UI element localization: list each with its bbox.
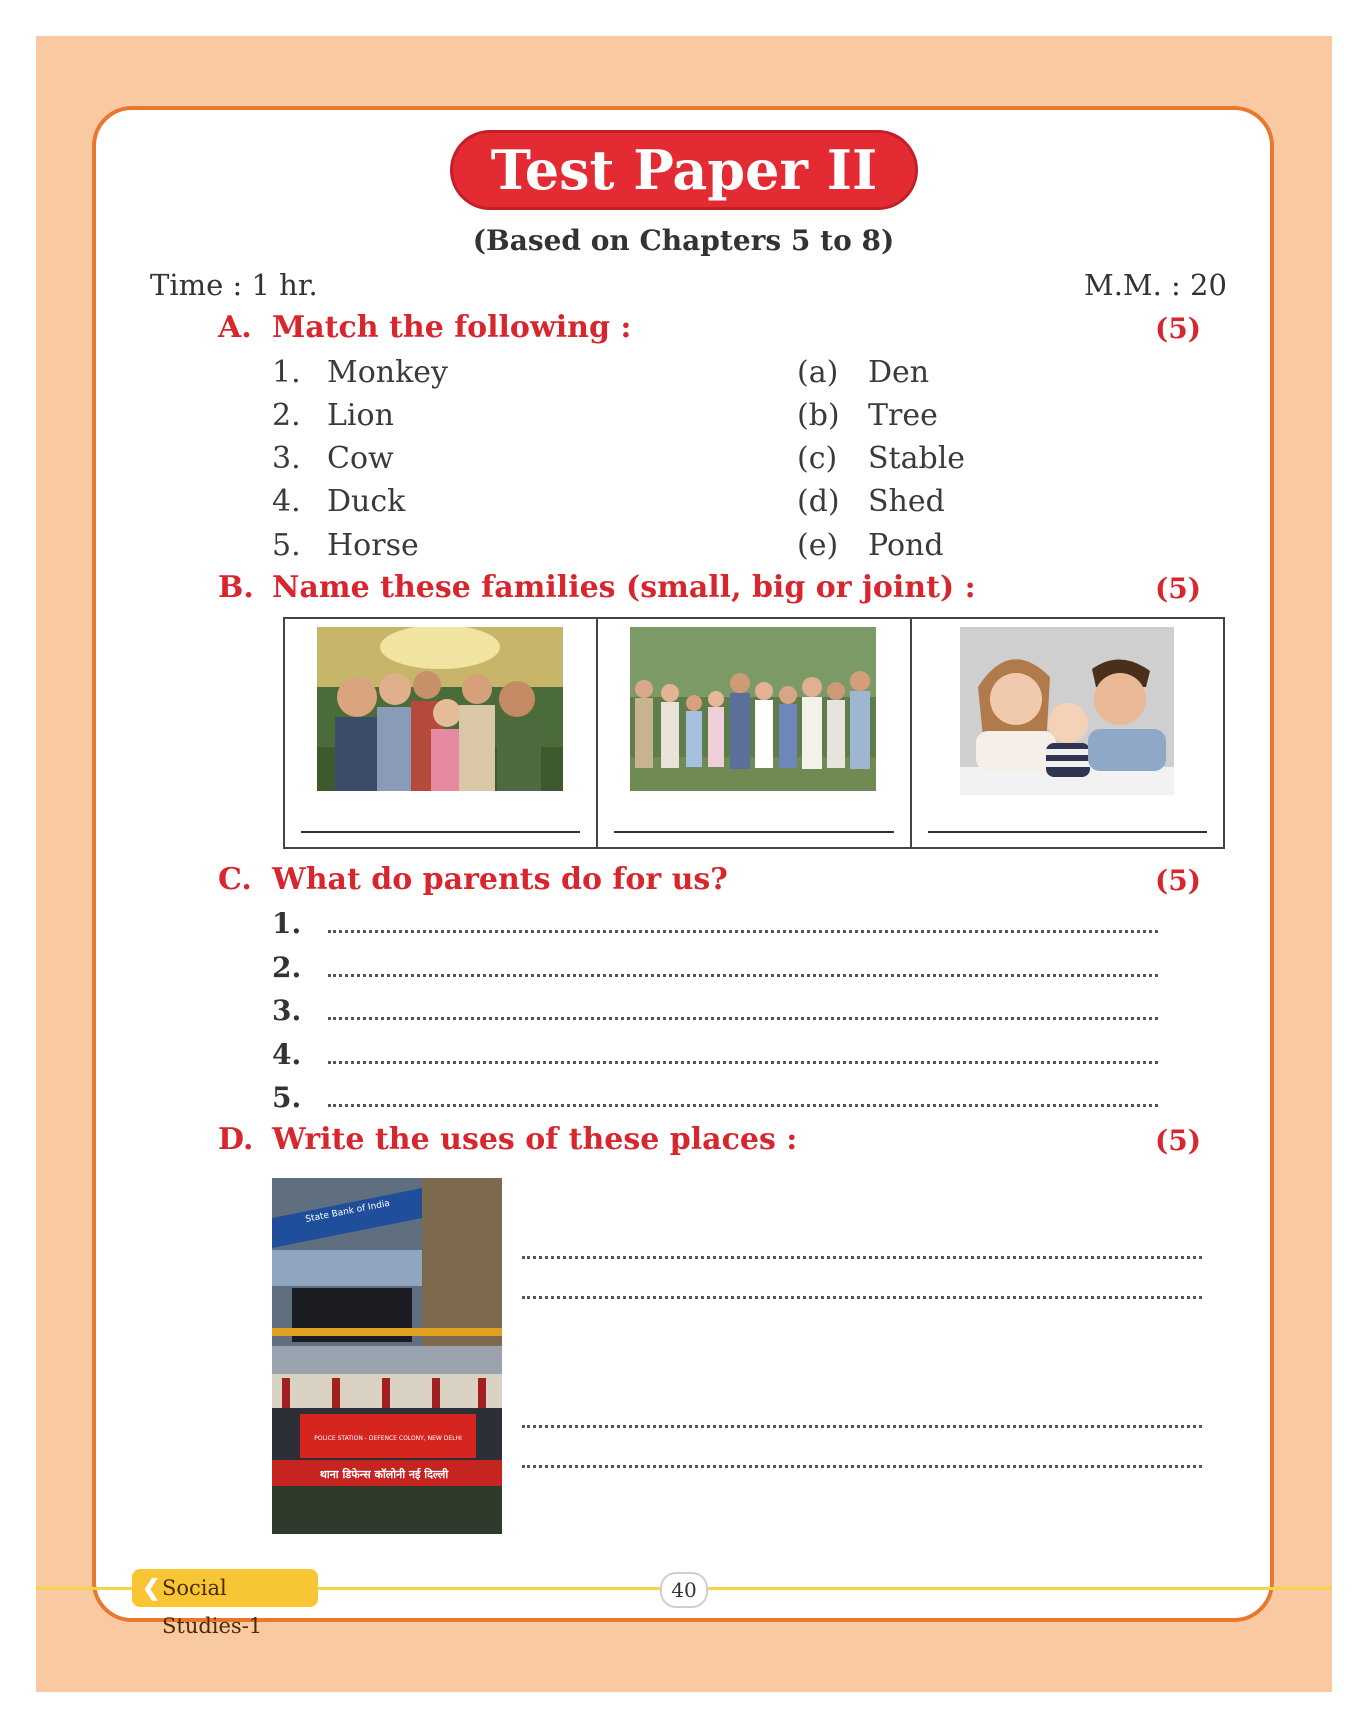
police-sign-english: POLICE STATION - DEFENCE COLONY, NEW DELHI <box>314 1435 462 1442</box>
match-left-number: 2. <box>272 398 301 433</box>
section-d-heading <box>218 1122 797 1157</box>
match-right-letter: (d) <box>797 484 840 519</box>
section-a-heading <box>218 310 631 345</box>
answer-line[interactable] <box>522 1465 1202 1468</box>
match-left-number: 3. <box>272 441 301 476</box>
match-left-item: Duck <box>327 484 406 519</box>
answer-line[interactable] <box>522 1425 1202 1428</box>
family-photos-table <box>283 617 1225 849</box>
answer-line[interactable] <box>328 1104 1158 1107</box>
section-a-marks: (5) <box>1155 312 1201 345</box>
match-left-item: Monkey <box>327 355 448 390</box>
chevron-left-icon: ❮ <box>142 1575 161 1601</box>
family-answer-line-2[interactable] <box>614 831 893 833</box>
time-allowed: Time : 1 hr. <box>150 268 318 302</box>
match-right-letter: (c) <box>797 441 838 476</box>
match-right-letter: (a) <box>797 355 839 390</box>
section-c-marks: (5) <box>1155 864 1201 897</box>
family-answer-line-3[interactable] <box>928 831 1207 833</box>
page-subtitle: (Based on Chapters 5 to 8) <box>472 224 895 257</box>
match-left-number: 4. <box>272 484 301 519</box>
match-left-number: 5. <box>272 528 301 563</box>
family-answer-line-1[interactable] <box>301 831 580 833</box>
answer-number: 1. <box>272 907 302 940</box>
section-a-title: Match the following : <box>272 310 632 345</box>
match-right-letter: (e) <box>797 528 839 563</box>
answer-number: 4. <box>272 1038 302 1071</box>
section-d-title: Write the uses of these places : <box>272 1122 798 1157</box>
max-marks: M.M. : 20 <box>1084 268 1227 302</box>
police-sign-hindi: थाना डिफेन्स कॉलोनी नई दिल्ली <box>319 1468 449 1481</box>
bank-sign-text: State Bank of India <box>304 1198 391 1225</box>
places-photo <box>272 1178 502 1534</box>
section-b-letter: B. <box>218 570 254 605</box>
match-right-item: Stable <box>868 441 966 476</box>
match-left-item: Horse <box>327 528 419 563</box>
answer-number: 2. <box>272 951 302 984</box>
match-left-item: Lion <box>327 398 394 433</box>
match-right-letter: (b) <box>797 398 840 433</box>
answer-number: 3. <box>272 994 302 1027</box>
match-right-item: Shed <box>868 484 945 519</box>
family-cell-3 <box>912 619 1223 847</box>
big-family-photo <box>630 627 876 791</box>
section-b-marks: (5) <box>1155 572 1201 605</box>
match-left-item: Cow <box>327 441 394 476</box>
page-number: 40 <box>660 1572 708 1608</box>
book-title: Social Studies-1 <box>162 1576 263 1638</box>
section-c-title: What do parents do for us? <box>272 862 728 897</box>
answer-line[interactable] <box>328 930 1158 933</box>
match-right-item: Pond <box>868 528 944 563</box>
match-right-item: Tree <box>868 398 938 433</box>
bank-building-photo <box>272 1178 502 1534</box>
family-cell-1 <box>285 619 598 847</box>
section-d-marks: (5) <box>1155 1124 1201 1157</box>
match-left-number: 1. <box>272 355 301 390</box>
answer-line[interactable] <box>328 974 1158 977</box>
joint-family-photo <box>317 627 563 791</box>
answer-line[interactable] <box>328 1017 1158 1020</box>
page-title: Test Paper II <box>450 130 918 210</box>
answer-line[interactable] <box>328 1061 1158 1064</box>
answer-number: 5. <box>272 1081 302 1114</box>
section-d-letter: D. <box>218 1122 254 1157</box>
section-b-heading <box>218 570 976 605</box>
answer-line[interactable] <box>522 1256 1202 1259</box>
answer-line[interactable] <box>522 1296 1202 1299</box>
section-b-title: Name these families (small, big or joint) : <box>272 570 976 605</box>
section-c-letter: C. <box>218 862 252 897</box>
section-c-heading <box>218 862 728 897</box>
family-cell-2 <box>598 619 911 847</box>
section-a-letter: A. <box>218 310 252 345</box>
match-right-item: Den <box>868 355 930 390</box>
book-badge <box>132 1569 318 1638</box>
small-family-photo <box>960 627 1174 795</box>
